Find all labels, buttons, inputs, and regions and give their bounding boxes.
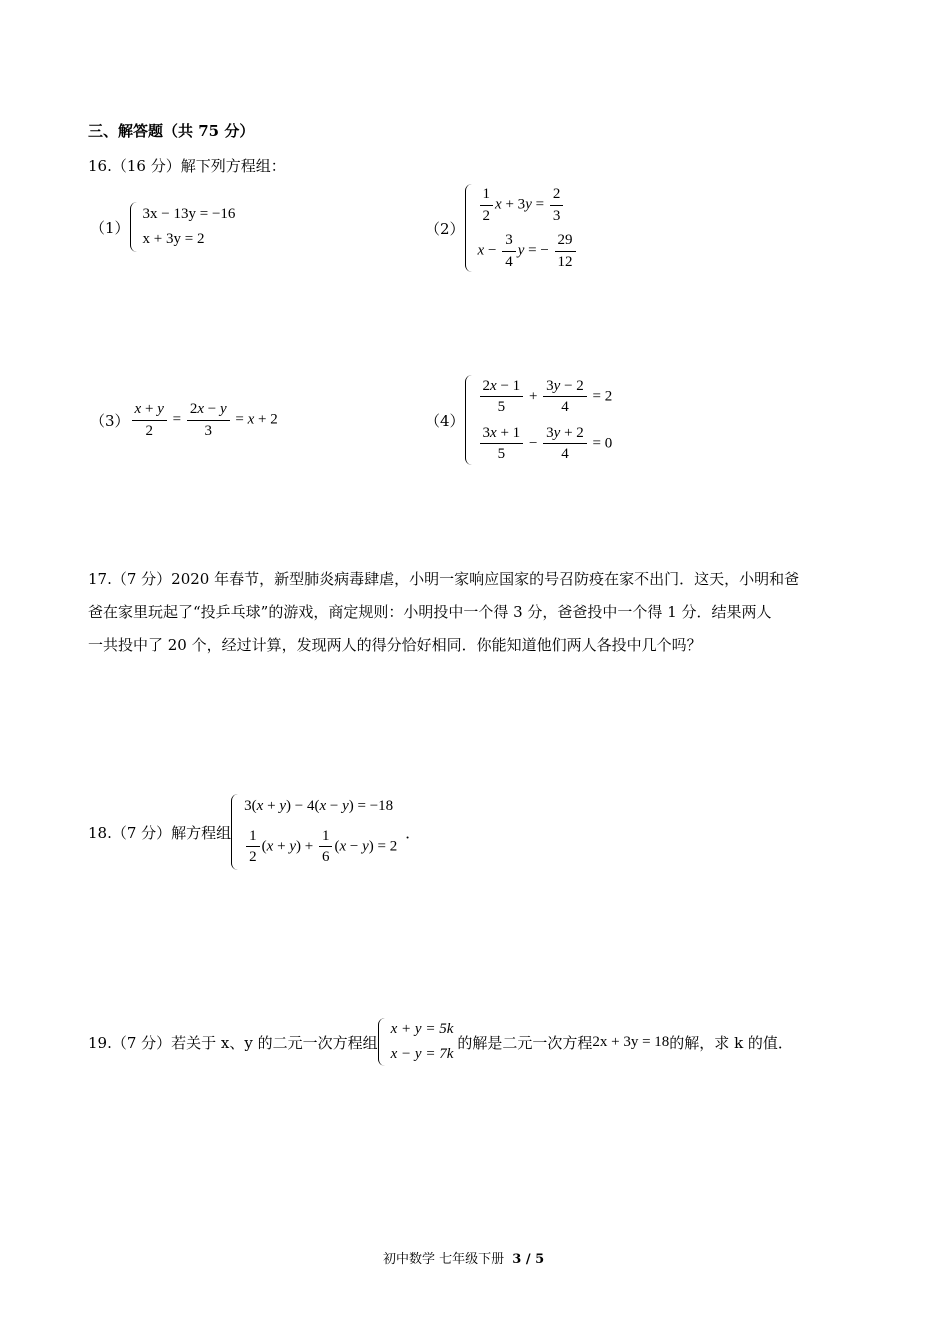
q19-equation: 2x + 3y = 18 xyxy=(592,1033,670,1050)
q16-part4-label: （4） xyxy=(425,411,465,430)
q19-prefix: 19.（7 分）若关于 x、y 的二元一次方程组 xyxy=(88,1033,378,1052)
q16-part1-system xyxy=(130,202,236,252)
q16-part3-equation: $\frac{x + y}{2}$ = $\frac{2x - y}{3}$ = x + 2 xyxy=(130,401,278,439)
q16-part4 xyxy=(425,373,612,467)
q19-eq2: x − y = 7k xyxy=(390,1046,454,1062)
q18-eq2: $\frac{1}{2}$ (x + y) + $\frac{1}{6}$ (x − y) = 2 xyxy=(244,828,397,866)
brace-icon xyxy=(231,794,241,870)
q18-suffix: ． xyxy=(405,823,421,842)
brace-icon xyxy=(130,202,140,252)
q19 xyxy=(88,1016,793,1068)
q16-part4-eq1: $\frac{2x - 1}{5}$ + $\frac{3y - 2}{4}$ = 2 xyxy=(478,378,613,416)
brace-icon xyxy=(465,184,475,272)
q16-part2 xyxy=(425,182,578,274)
page-number: 3 / 5 xyxy=(512,1252,545,1267)
q16-part2-eq1: $\frac{1}{2}$ x + 3y = $\frac{2}{3}$ xyxy=(478,186,578,224)
q16-header: 16.（16 分）解下列方程组： xyxy=(88,157,286,175)
q16-part2-system xyxy=(465,182,578,274)
q16-part2-eq2: x − $\frac{3}{4}$ y = − $\frac{29}{12}$ xyxy=(478,232,578,270)
q18-eq1: 3(x + y) − 4(x − y) = −18 xyxy=(244,798,394,815)
brace-icon xyxy=(378,1018,388,1066)
q19-system xyxy=(378,1017,454,1067)
q16-part3 xyxy=(90,396,278,444)
q17-line1: 17.（7 分）2020 年春节，新型肺炎病毒肆虐，小明一家响应国家的号召防疫在家不出门．这天，小明和爸 xyxy=(88,570,800,588)
q16-part4-system xyxy=(465,373,613,467)
q16-part4-eq2: $\frac{3x + 1}{5}$ − $\frac{3y + 2}{4}$ = 0 xyxy=(478,425,613,463)
q16-part1-label: （1） xyxy=(90,218,130,237)
q18-prefix: 18.（7 分）解方程组 xyxy=(88,823,232,842)
q19-eq1: x + y = 5k xyxy=(390,1021,454,1037)
q19-middle: 的解是二元一次方程 xyxy=(457,1033,593,1052)
brace-icon xyxy=(465,375,475,465)
q17-line2: 爸在家里玩起了“投乒乓球”的游戏，商定规则：小明投中一个得 3 分，爸爸投中一个得 1 分．结果两人 xyxy=(88,603,772,621)
q17-line3: 一共投中了 20 个，经过计算，发现两人的得分恰好相同．你能知道他们两人各投中几个吗？ xyxy=(88,636,702,654)
q19-suffix: 的解，求 k 的值． xyxy=(669,1033,793,1052)
section-heading: 三、解答题（共 75 分） xyxy=(88,122,255,140)
q18 xyxy=(88,792,420,872)
q16-part2-label: （2） xyxy=(425,219,465,238)
q16-part1 xyxy=(90,200,235,254)
q16-part1-eq1: 3x − 13y = −16 xyxy=(142,206,236,222)
page-footer xyxy=(383,1248,544,1267)
footer-text: 初中数学 七年级下册 xyxy=(383,1252,505,1267)
q18-system xyxy=(231,792,397,872)
q16-part1-eq2: x + 3y = 2 xyxy=(142,231,205,247)
q16-part3-label: （3） xyxy=(90,411,130,430)
